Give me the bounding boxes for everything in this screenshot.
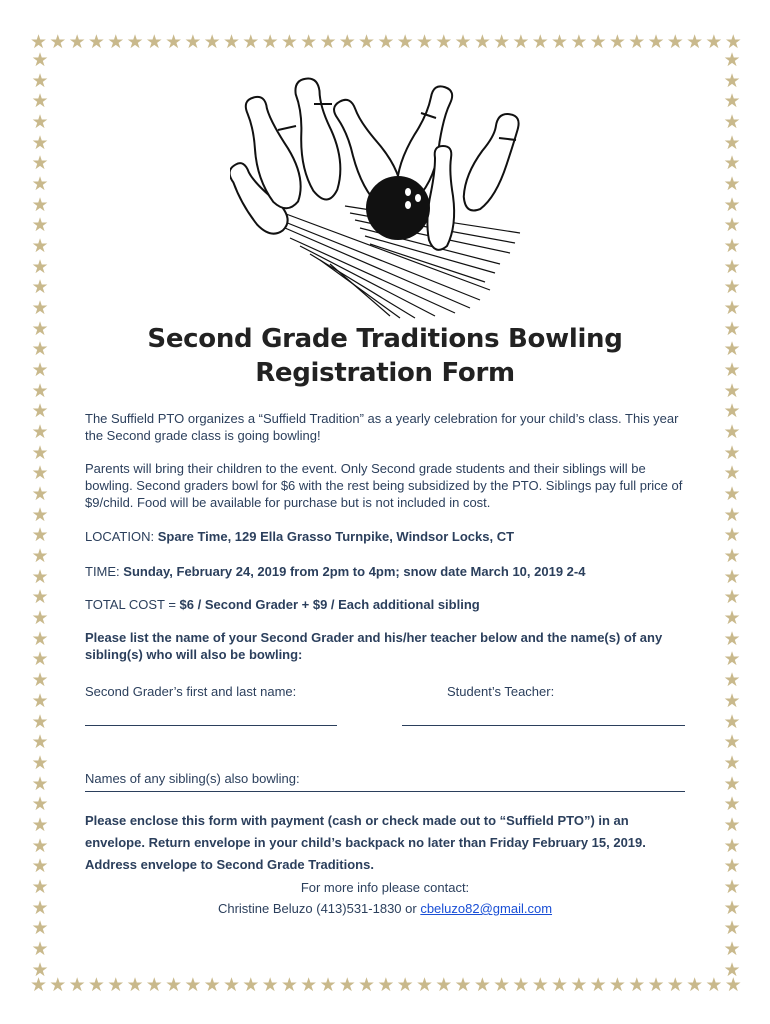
star-icon: ★ [628,974,646,996]
star-icon: ★ [31,441,49,464]
cost-label: TOTAL COST = [85,597,176,612]
star-icon: ★ [31,214,49,237]
star-icon: ★ [31,751,49,774]
intro-paragraph-2: Parents will bring their children to the event. Only Second grade students and their siblings will be bowling. Second graders bowl for $6 with the rest being subsidized by the PTO. Siblings pay full price of $9/child. Food will be available for purchase but is not included in cost. [85,461,683,510]
star-icon: ★ [31,772,49,795]
star-icon: ★ [723,276,741,299]
star-icon: ★ [723,421,741,444]
star-icon: ★ [396,974,414,996]
star-icon: ★ [338,31,356,53]
intro-paragraph-1: The Suffield PTO organizes a “Suffield Tradition” as a yearly celebration for your child’s class. This year the Second grade class is going bowling! [85,411,679,443]
star-icon: ★ [300,31,318,53]
star-icon: ★ [723,751,741,774]
star-icon: ★ [686,974,704,996]
star-icon: ★ [723,855,741,878]
star-border-top [30,32,742,52]
star-icon: ★ [723,917,741,940]
instructions: Please list the name of your Second Grader and his/her teacher below and the name(s) of any sibling(s) who will also be bowling: [85,630,663,662]
star-icon: ★ [666,31,684,53]
star-icon: ★ [319,974,337,996]
teacher-field[interactable] [402,725,685,726]
star-icon: ★ [512,974,530,996]
star-icon: ★ [723,503,741,526]
star-border-right [722,50,742,980]
star-icon: ★ [608,31,626,53]
star-icon: ★ [126,974,144,996]
siblings-label: Names of any sibling(s) also bowling: [85,771,300,786]
star-icon: ★ [31,152,49,175]
star-icon: ★ [608,974,626,996]
star-icon: ★ [107,31,125,53]
star-icon: ★ [589,31,607,53]
star-icon: ★ [31,90,49,113]
star-icon: ★ [570,974,588,996]
star-icon: ★ [723,111,741,134]
star-icon: ★ [31,896,49,919]
star-icon: ★ [31,731,49,754]
star-icon: ★ [31,710,49,733]
star-icon: ★ [723,483,741,506]
star-icon: ★ [31,917,49,940]
star-icon: ★ [570,31,588,53]
student-name-field[interactable] [85,725,337,726]
star-icon: ★ [723,958,741,981]
star-icon: ★ [68,31,86,53]
star-icon: ★ [31,193,49,216]
star-icon: ★ [49,31,67,53]
star-icon: ★ [31,648,49,671]
star-icon: ★ [31,793,49,816]
star-icon: ★ [415,974,433,996]
star-icon: ★ [31,875,49,898]
star-icon: ★ [49,974,67,996]
star-icon: ★ [723,565,741,588]
star-icon: ★ [531,31,549,53]
star-icon: ★ [723,255,741,278]
star-icon: ★ [68,974,86,996]
star-icon: ★ [551,31,569,53]
star-icon: ★ [723,607,741,630]
star-icon: ★ [31,586,49,609]
location-line [85,528,695,545]
star-icon: ★ [145,974,163,996]
star-icon: ★ [31,338,49,361]
star-icon: ★ [531,974,549,996]
star-icon: ★ [222,31,241,53]
star-icon: ★ [723,586,741,609]
enclose-line-3: Address envelope to Second Grade Traditions. [85,857,374,872]
star-icon: ★ [723,627,741,650]
star-icon: ★ [145,31,163,53]
star-icon: ★ [31,235,49,258]
star-icon: ★ [473,974,491,996]
star-icon: ★ [31,359,49,382]
time-value: Sunday, February 24, 2019 from 2pm to 4pm; snow date March 10, 2019 2-4 [123,564,586,579]
star-icon: ★ [338,974,356,996]
star-icon: ★ [647,974,665,996]
star-icon: ★ [723,214,741,237]
contact-email-link[interactable]: cbeluzo82@gmail.com [420,901,553,916]
star-icon: ★ [300,974,318,996]
star-icon: ★ [31,49,49,71]
star-icon: ★ [723,379,741,402]
contact-line [85,900,685,917]
enclose-line-2: envelope. Return envelope in your child’s backpack no later than Friday February 15, 2019. [85,835,646,850]
star-icon: ★ [31,297,49,320]
star-icon: ★ [724,31,742,53]
contact-name-phone: Christine Beluzo (413)531-1830 or [217,901,417,916]
contact-heading: For more info please contact: [300,880,470,895]
star-icon: ★ [473,31,491,53]
star-icon: ★ [30,31,48,53]
star-icon: ★ [107,974,125,996]
star-icon: ★ [723,462,741,485]
star-icon: ★ [723,545,741,568]
title-line-1: Second Grade Traditions Bowling [147,324,623,354]
star-icon: ★ [723,524,741,547]
star-icon: ★ [31,689,49,712]
star-icon: ★ [723,69,741,92]
star-icon: ★ [261,974,279,996]
star-icon: ★ [31,565,49,588]
star-icon: ★ [31,255,49,278]
star-icon: ★ [261,31,279,53]
star-icon: ★ [493,974,511,996]
star-icon: ★ [203,974,221,996]
star-icon: ★ [31,483,49,506]
star-icon: ★ [723,937,741,960]
star-icon: ★ [723,193,741,216]
star-icon: ★ [31,834,49,857]
star-icon: ★ [589,974,607,996]
star-icon: ★ [280,974,298,996]
star-icon: ★ [723,875,741,898]
star-icon: ★ [723,896,741,919]
location-value: Spare Time, 129 Ella Grasso Turnpike, Windsor Locks, CT [157,529,515,544]
star-icon: ★ [31,276,49,299]
star-icon: ★ [723,317,741,340]
star-icon: ★ [31,855,49,878]
star-icon: ★ [280,31,298,53]
star-icon: ★ [31,937,49,960]
star-icon: ★ [319,31,337,53]
star-icon: ★ [31,545,49,568]
page-title [85,322,685,390]
star-icon: ★ [31,111,49,134]
star-icon: ★ [723,648,741,671]
star-icon: ★ [31,524,49,547]
star-icon: ★ [31,462,49,485]
title-line-2: Registration Form [255,358,515,388]
star-icon: ★ [358,31,376,53]
star-icon: ★ [165,31,183,53]
enclose-line-1: Please enclose this form with payment (cash or check made out to “Suffield PTO”) in an [85,813,629,828]
siblings-field[interactable] [85,791,685,792]
star-icon: ★ [723,731,741,754]
star-icon: ★ [723,669,741,692]
star-icon: ★ [31,607,49,630]
star-border-left [30,50,50,980]
star-icon: ★ [723,400,741,423]
star-icon: ★ [705,31,723,53]
star-icon: ★ [723,49,741,71]
star-icon: ★ [723,235,741,258]
star-icon: ★ [126,31,144,53]
time-label: TIME: [85,564,120,579]
star-icon: ★ [723,793,741,816]
cost-line [85,596,695,613]
star-icon: ★ [31,317,49,340]
star-icon: ★ [203,31,221,53]
star-icon: ★ [724,974,742,996]
star-icon: ★ [242,31,260,53]
star-icon: ★ [31,173,49,196]
star-icon: ★ [31,131,49,154]
star-icon: ★ [723,441,741,464]
star-icon: ★ [184,31,202,53]
time-line [85,563,695,580]
star-icon: ★ [87,974,105,996]
star-icon: ★ [377,974,395,996]
star-icon: ★ [723,173,741,196]
star-icon: ★ [723,772,741,795]
star-icon: ★ [705,974,723,996]
star-icon: ★ [666,974,684,996]
star-icon: ★ [222,974,241,996]
location-label: LOCATION: [85,529,155,544]
star-icon: ★ [31,421,49,444]
star-icon: ★ [647,31,665,53]
star-icon: ★ [184,974,202,996]
star-icon: ★ [723,131,741,154]
star-icon: ★ [31,400,49,423]
star-icon: ★ [493,31,511,53]
star-icon: ★ [31,627,49,650]
star-icon: ★ [415,31,433,53]
student-name-label: Second Grader’s first and last name: [85,684,297,699]
star-icon: ★ [31,958,49,981]
star-icon: ★ [242,974,260,996]
star-icon: ★ [454,974,472,996]
star-border-bottom [30,975,742,995]
star-icon: ★ [723,297,741,320]
star-icon: ★ [723,834,741,857]
star-icon: ★ [435,31,453,53]
cost-value: $6 / Second Grader + $9 / Each additional sibling [179,597,480,612]
star-icon: ★ [723,813,741,836]
star-icon: ★ [358,974,376,996]
star-icon: ★ [30,974,48,996]
bowling-pins-illustration [230,68,530,320]
star-icon: ★ [165,974,183,996]
star-icon: ★ [723,152,741,175]
star-icon: ★ [723,710,741,733]
star-icon: ★ [551,974,569,996]
star-icon: ★ [723,689,741,712]
star-icon: ★ [723,90,741,113]
star-icon: ★ [31,503,49,526]
star-icon: ★ [435,974,453,996]
star-icon: ★ [87,31,105,53]
star-icon: ★ [512,31,530,53]
star-icon: ★ [628,31,646,53]
star-icon: ★ [31,813,49,836]
star-icon: ★ [723,338,741,361]
star-icon: ★ [723,359,741,382]
teacher-label: Student’s Teacher: [447,684,555,699]
star-icon: ★ [31,379,49,402]
star-icon: ★ [454,31,472,53]
star-icon: ★ [377,31,395,53]
star-icon: ★ [31,669,49,692]
star-icon: ★ [31,69,49,92]
star-icon: ★ [686,31,704,53]
star-icon: ★ [396,31,414,53]
